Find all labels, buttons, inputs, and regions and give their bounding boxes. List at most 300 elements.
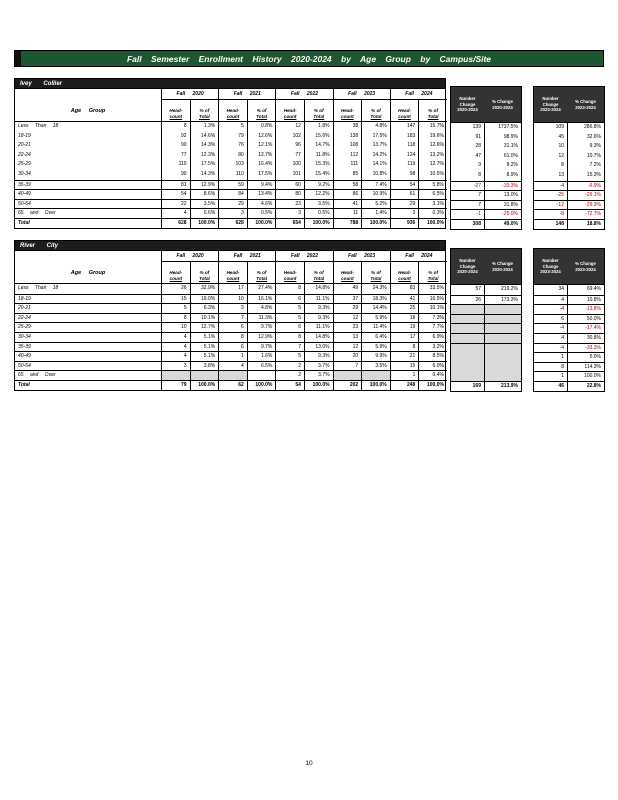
headcount-header-line2: count [226, 276, 240, 281]
pct-change-cell: -29.3% [567, 200, 604, 210]
summary-box-2023-2024 [533, 86, 605, 230]
pct-cell: 3.8% [190, 361, 219, 371]
summary-header-line: Change [542, 263, 559, 269]
summary-header-line: 2023-2024 [540, 269, 561, 275]
headcount-cell: 119 [390, 160, 419, 170]
headcount-header [218, 262, 247, 284]
pct-cell: 10.1% [418, 303, 447, 313]
number-change-cell: 139 [472, 124, 481, 130]
headcount-cell: 80 [218, 151, 247, 161]
pct-change-cell: 18.8% [567, 219, 604, 229]
pct-cell: 12.3% [190, 151, 219, 161]
headcount-cell: 79 [218, 132, 247, 142]
pct-change-cell: 7.2% [567, 161, 604, 171]
pct-cell: 100.0% [418, 380, 447, 390]
pct-change-cell: 8.9% [484, 171, 521, 181]
headcount-header-line2: count [398, 114, 411, 119]
pct-header-line2: Total [198, 276, 210, 281]
headcount-cell: 8 [275, 332, 304, 342]
summary-header-line: % Change [575, 260, 596, 266]
number-change-cell: -25 [534, 190, 567, 200]
pct-change-cell [484, 352, 521, 362]
pct-header-line1: % of [199, 108, 210, 113]
summary-header-pct-change [567, 87, 604, 122]
summary-box-2020-2024 [450, 248, 522, 392]
pct-cell: 0.4% [418, 370, 447, 380]
pct-cell: 6.0% [418, 361, 447, 371]
number-change-cell: 148 [534, 219, 567, 229]
age-row-label: Less Than 18 [18, 123, 59, 129]
headcount-cell: 6 [275, 294, 304, 304]
pct-change-cell: -25.0% [484, 209, 521, 219]
pct-cell: 6.3% [190, 303, 219, 313]
pct-cell: 14.7% [304, 141, 333, 151]
headcount-cell: 37 [333, 294, 362, 304]
year-header: Fall 2021 [218, 89, 275, 100]
pct-header-line2: Total [313, 114, 325, 119]
headcount-cell: 7 [333, 361, 362, 371]
pct-cell: 8.6% [190, 189, 219, 199]
summary-box-2023-2024 [533, 248, 605, 392]
pct-cell: 13.0% [304, 342, 333, 352]
pct-cell: 3.2% [418, 342, 447, 352]
pct-cell: 17.5% [247, 170, 276, 180]
pct-change-cell: 98.9% [484, 133, 521, 143]
headcount-cell: 49 [333, 284, 362, 294]
year-header: Fall 2020 [161, 251, 218, 262]
pct-change-cell [484, 371, 521, 381]
pct-cell: 0.6% [190, 208, 219, 218]
number-change-cell [451, 343, 484, 353]
pct-cell: 14.2% [361, 151, 390, 161]
number-change-cell: 6 [534, 314, 567, 324]
pct-cell: 9.7% [247, 322, 276, 332]
headcount-cell: 4 [161, 342, 190, 352]
pct-cell: 10.8% [361, 170, 390, 180]
summary-header-line: Change [542, 101, 559, 107]
headcount-cell: 11 [333, 208, 362, 218]
pct-change-cell: -29.1% [567, 190, 604, 200]
pct-cell: 4.8% [361, 122, 390, 132]
pct-cell: 6.5% [247, 361, 276, 371]
headcount-cell: 81 [161, 180, 190, 190]
pct-header [247, 100, 276, 122]
headcount-cell: 110 [161, 160, 190, 170]
headcount-cell: 5 [275, 313, 304, 323]
pct-change-cell: 30.8% [567, 333, 604, 343]
summary-header-line: 2020-2024 [457, 269, 478, 275]
summary-grid [450, 285, 522, 392]
headcount-cell: 76 [218, 141, 247, 151]
summary-header-line: 2020-2024 [492, 266, 513, 272]
headcount-cell: 77 [161, 151, 190, 161]
headcount-cell [218, 370, 247, 380]
age-row-label: 25-29 [18, 161, 31, 168]
number-change-cell: 7 [451, 200, 484, 210]
summary-header-line: Number [459, 96, 476, 102]
number-change-cell: 47 [475, 152, 481, 159]
pct-cell: 1.6% [247, 351, 276, 361]
headcount-cell: 25 [390, 303, 419, 313]
summary-grid [450, 123, 522, 230]
pct-cell: 6.5% [418, 189, 447, 199]
pct-cell: 14.6% [190, 132, 219, 142]
pct-cell: 9.7% [247, 342, 276, 352]
pct-change-cell: 8.2% [484, 161, 521, 171]
pct-cell: 9.3% [304, 303, 333, 313]
number-change-cell: 10 [558, 143, 564, 150]
headcount-cell: 54 [161, 189, 190, 199]
pct-cell: 12.7% [418, 160, 447, 170]
headcount-cell: 54 [390, 180, 419, 190]
number-change-cell: -12 [534, 200, 567, 210]
headcount-header-line1: Head- [169, 108, 183, 113]
headcount-cell: 54 [275, 380, 304, 390]
headcount-cell: 77 [275, 151, 304, 161]
pct-cell: 6.9% [418, 332, 447, 342]
headcount-cell: 41 [390, 294, 419, 304]
pct-cell: 16.4% [247, 160, 276, 170]
campus-table [14, 240, 446, 391]
summary-header [450, 86, 522, 123]
headcount-cell: 22 [161, 199, 190, 209]
headcount-cell: 102 [275, 132, 304, 142]
pct-cell: 12.2% [304, 189, 333, 199]
headcount-cell: 5 [161, 303, 190, 313]
year-header: Fall 2024 [390, 251, 447, 262]
headcount-cell [161, 370, 190, 380]
age-row-label: 35-39 [15, 342, 161, 352]
pct-cell: 5.9% [361, 342, 390, 352]
pct-cell: 12.6% [247, 132, 276, 142]
pct-cell: 100.0% [190, 380, 219, 390]
headcount-cell: 8 [275, 284, 304, 294]
headcount-cell: 15 [390, 361, 419, 371]
number-change-cell: 26 [451, 295, 484, 305]
pct-header-line1: % of [428, 270, 438, 275]
pct-cell: 5.9% [361, 313, 390, 323]
pct-change-cell: 22.8% [567, 381, 604, 391]
pct-header-line2: Total [313, 276, 325, 281]
pct-header [190, 100, 219, 122]
age-row-label: 35-39 [15, 180, 161, 190]
headcount-cell: 12 [275, 122, 304, 132]
summary-header-pct-change [567, 249, 604, 284]
pct-change-cell: 50.0% [567, 314, 604, 324]
pct-cell: 16.5% [418, 294, 447, 304]
summary-header-pct-change [484, 87, 521, 122]
headcount-header [390, 100, 419, 122]
pct-cell: 11.8% [304, 151, 333, 161]
age-row-label: 22-24 [18, 151, 31, 158]
number-change-cell: 7 [451, 190, 484, 200]
number-change-cell: -4 [534, 323, 567, 333]
pct-cell: 12.9% [190, 180, 219, 190]
pct-header-line1: % of [199, 270, 210, 275]
headcount-cell: 84 [218, 189, 247, 199]
pct-cell: 11.1% [304, 294, 333, 304]
summary-header-line: % Change [492, 260, 513, 266]
pct-change-cell: 49.0% [484, 219, 521, 229]
pct-cell: 14.8% [304, 284, 333, 294]
age-row-label: 18-19 [15, 294, 161, 304]
year-header: Fall 2022 [275, 251, 332, 262]
headcount-header-line1: Head- [398, 108, 411, 113]
pct-cell: 17.5% [190, 160, 219, 170]
number-change-cell [451, 333, 484, 343]
page-number: 10 [305, 760, 313, 767]
age-row-label: Less Than 18 [18, 285, 59, 291]
summary-header-line: Number [459, 258, 476, 264]
age-row-label: 25-29 [15, 322, 161, 332]
pct-cell: 5.1% [190, 351, 219, 361]
summary-header-line: Change [459, 101, 476, 107]
number-change-cell: 4 [534, 333, 567, 343]
pct-header [247, 262, 276, 284]
enrollment-grid [14, 251, 446, 391]
headcount-cell: 248 [390, 380, 419, 390]
number-change-cell: 8 [534, 362, 567, 372]
pct-change-cell [484, 323, 521, 333]
pct-cell: 3.5% [361, 361, 390, 371]
headcount-cell: 654 [275, 218, 304, 228]
pct-header [361, 262, 390, 284]
pct-cell: 1.3% [190, 122, 219, 132]
age-row-label: 30-34 [18, 170, 31, 177]
pct-cell: 15.4% [304, 170, 333, 180]
total-row-label: Total [15, 380, 161, 390]
pct-cell: 100.0% [304, 380, 333, 390]
headcount-cell: 2 [275, 361, 304, 371]
headcount-cell: 111 [333, 160, 362, 170]
headcount-cell: 788 [333, 218, 362, 228]
pct-cell: 14.4% [361, 303, 390, 313]
pct-header-line1: % of [256, 108, 267, 113]
pct-change-cell: 219.2% [484, 285, 521, 295]
pct-cell: 17.5% [361, 132, 390, 142]
pct-cell: 0.5% [247, 208, 276, 218]
headcount-cell: 59 [218, 180, 247, 190]
number-change-cell: 1 [534, 352, 567, 362]
number-change-cell: -27 [451, 181, 484, 191]
summary-header-number-change [451, 87, 484, 122]
headcount-cell: 85 [333, 170, 362, 180]
pct-cell: 3.1% [418, 199, 447, 209]
number-change-cell: 13 [558, 171, 564, 178]
campus-header: River City [14, 240, 446, 251]
pct-change-cell: 114.3% [567, 362, 604, 372]
pct-change-cell: 10.7% [567, 152, 604, 162]
headcount-cell: 90 [161, 170, 190, 180]
pct-cell: 3.5% [304, 199, 333, 209]
summary-header-line: 2023-2024 [575, 104, 596, 110]
pct-change-cell: -72.7% [567, 209, 604, 219]
pct-cell: 9.2% [304, 180, 333, 190]
pct-header [304, 262, 333, 284]
headcount-header [390, 262, 419, 284]
summary-header-line: 2023-2024 [575, 266, 596, 272]
number-change-cell: 12 [558, 152, 564, 159]
summary-header-pct-change [484, 249, 521, 284]
year-header: Fall 2021 [218, 251, 275, 262]
headcount-header-line2: count [341, 276, 354, 281]
pct-change-cell: 100.0% [567, 371, 604, 381]
pct-change-cell: 69.4% [567, 285, 604, 295]
headcount-cell: 138 [333, 132, 362, 142]
pct-cell: 5.1% [190, 342, 219, 352]
headcount-header [333, 100, 362, 122]
headcount-cell: 5 [218, 122, 247, 132]
headcount-header-line1: Head- [283, 108, 297, 113]
headcount-cell: 112 [333, 151, 362, 161]
number-change-cell: 169 [451, 381, 484, 391]
pct-cell: 5.2% [361, 199, 390, 209]
pct-cell: 10.1% [190, 313, 219, 323]
headcount-cell: 6 [218, 342, 247, 352]
age-row-label: 20-21 [15, 303, 161, 313]
headcount-cell: 7 [218, 313, 247, 323]
headcount-header-line2: count [169, 276, 183, 281]
summary-header [450, 248, 522, 285]
pct-change-cell: 173.3% [484, 295, 521, 305]
headcount-cell: 15 [161, 294, 190, 304]
number-change-cell: -8 [534, 209, 567, 219]
summary-header-line: 2020-2024 [457, 107, 478, 113]
pct-cell: 0.8% [247, 122, 276, 132]
pct-cell: 1.4% [361, 208, 390, 218]
pct-cell: 11.1% [304, 322, 333, 332]
headcount-cell [333, 370, 362, 380]
pct-cell: 9.3% [304, 351, 333, 361]
pct-change-cell: 13.0% [484, 190, 521, 200]
pct-cell: 5.1% [190, 332, 219, 342]
pct-cell: 0.5% [304, 208, 333, 218]
pct-cell: 33.5% [418, 284, 447, 294]
summary-header-line: % Change [492, 98, 513, 104]
headcount-cell: 100 [275, 160, 304, 170]
pct-cell [190, 370, 219, 380]
pct-cell: 13.2% [418, 151, 447, 161]
headcount-cell: 17 [390, 332, 419, 342]
headcount-cell: 202 [333, 380, 362, 390]
headcount-cell: 7 [275, 342, 304, 352]
campus-header: Ivey Collier [14, 78, 446, 89]
summary-header-line: Change [459, 263, 476, 269]
summary-grid [533, 285, 605, 392]
headcount-header [161, 262, 190, 284]
number-change-cell: -4 [534, 181, 567, 191]
headcount-cell: 4 [161, 332, 190, 342]
headcount-cell: 3 [218, 208, 247, 218]
year-header: Fall 2020 [161, 89, 218, 100]
number-change-cell: -4 [534, 304, 567, 314]
headcount-header [275, 262, 304, 284]
summary-header-number-change [451, 249, 484, 284]
summary-grid [533, 123, 605, 230]
headcount-cell: 60 [275, 180, 304, 190]
pct-header-line1: % of [313, 270, 324, 275]
pct-header-line2: Total [427, 276, 439, 281]
headcount-header-line1: Head- [340, 270, 354, 275]
pct-cell: 10.9% [361, 189, 390, 199]
headcount-header-line1: Head- [283, 270, 297, 275]
headcount-cell: 13 [333, 332, 362, 342]
pct-change-cell [484, 314, 521, 324]
headcount-cell: 29 [333, 303, 362, 313]
pct-cell: 4.6% [247, 199, 276, 209]
number-change-cell: -4 [534, 343, 567, 353]
pct-cell: 16.1% [247, 294, 276, 304]
pct-change-cell: 31.8% [484, 200, 521, 210]
pct-header-line2: Total [256, 276, 267, 281]
pct-header-line2: Total [256, 114, 267, 119]
number-change-cell: 45 [558, 133, 564, 140]
year-header: Fall 2023 [333, 251, 390, 262]
pct-header-line1: % of [371, 108, 381, 113]
pct-change-cell: -6.9% [567, 181, 604, 191]
number-change-cell: 4 [534, 295, 567, 305]
headcount-header-line2: count [398, 276, 411, 281]
pct-change-cell: 15.3% [567, 171, 604, 181]
summary-header [533, 248, 605, 285]
pct-header-line1: % of [256, 270, 267, 275]
pct-cell: 27.4% [247, 284, 276, 294]
pct-change-cell: 32.6% [567, 133, 604, 143]
headcount-cell: 936 [390, 218, 419, 228]
number-change-cell: 28 [475, 143, 481, 150]
pct-change-cell [484, 362, 521, 372]
pct-cell: 19.0% [190, 294, 219, 304]
pct-change-cell [484, 333, 521, 343]
pct-cell [361, 370, 390, 380]
pct-cell: 1.8% [304, 122, 333, 132]
headcount-cell: 19 [390, 322, 419, 332]
age-row-label: 50-64 [15, 199, 161, 209]
number-change-cell: 91 [475, 133, 481, 140]
pct-header [418, 262, 447, 284]
pct-cell: 5.8% [418, 180, 447, 190]
age-row-label: 65 and Over [15, 208, 161, 218]
header-spacer [15, 89, 161, 100]
pct-cell: 10.5% [418, 170, 447, 180]
pct-cell: 8.5% [418, 351, 447, 361]
pct-cell: 12.7% [247, 151, 276, 161]
summary-header [533, 86, 605, 123]
headcount-cell: 26 [161, 284, 190, 294]
number-change-cell: 8 [561, 162, 564, 169]
headcount-header-line2: count [169, 114, 183, 119]
pct-change-cell: 61.0% [484, 152, 521, 162]
headcount-cell: 20 [333, 351, 362, 361]
headcount-cell: 124 [390, 151, 419, 161]
pct-cell: 100.0% [304, 218, 333, 228]
headcount-header-line1: Head- [398, 270, 411, 275]
summary-header-number-change [534, 87, 567, 122]
headcount-cell: 628 [161, 218, 190, 228]
pct-cell: 9.3% [304, 313, 333, 323]
headcount-cell: 6 [275, 322, 304, 332]
pct-header-line2: Total [198, 114, 210, 119]
headcount-header-line1: Head- [226, 270, 240, 275]
headcount-cell: 41 [333, 199, 362, 209]
headcount-cell: 90 [161, 141, 190, 151]
headcount-cell: 98 [390, 170, 419, 180]
number-change-cell: 109 [555, 124, 564, 130]
pct-header-line1: % of [428, 108, 438, 113]
pct-cell: 6.4% [361, 332, 390, 342]
headcount-cell: 8 [390, 342, 419, 352]
pct-change-cell [484, 343, 521, 353]
